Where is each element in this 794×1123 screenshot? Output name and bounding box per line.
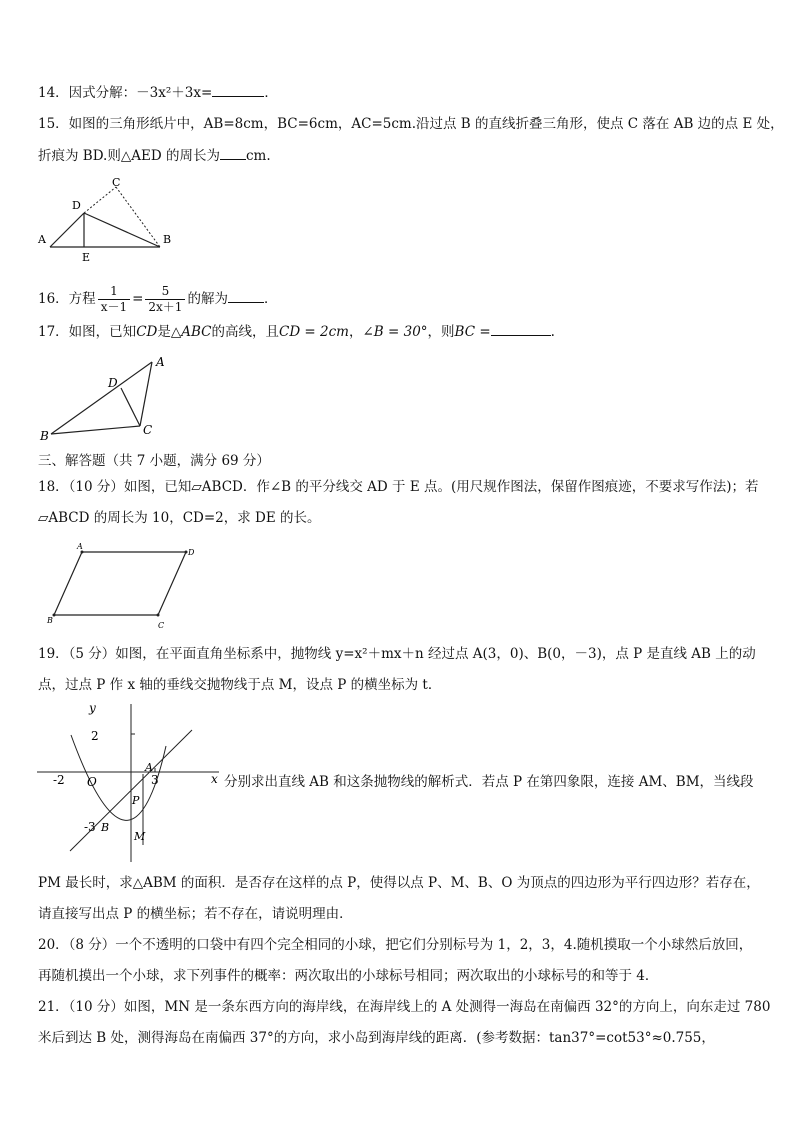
question-18-line2: ▱ABCD 的周长为 10，CD=2，求 DE 的长。 — [38, 510, 321, 526]
label-b: B — [47, 616, 53, 625]
label-origin: O — [87, 775, 97, 789]
label-point-m: M — [134, 830, 146, 843]
answer-blank — [491, 321, 551, 336]
label-x-axis: x — [211, 772, 218, 786]
label-b: B — [40, 429, 49, 443]
segment-bc — [51, 426, 140, 434]
question-19-line4: PM 最长时，求△ABM 的面积．是否存在这样的点 P，使得以点 P、M、B、O 为顶点的四边形为平行四边形？若存在， — [38, 875, 760, 891]
label-y-axis: y — [89, 701, 96, 715]
vertex-b — [53, 614, 56, 617]
fraction-right: $\frac{5}{2x+1}$ — [145, 284, 185, 315]
question-20-line2: 再随机摸出一个小球，求下列事件的概率：两次取出的小球标号相同；两次取出的小球标号的和等于 4． — [38, 968, 659, 984]
label-point-p: P — [132, 794, 140, 807]
tick-label-neg3: -3 — [84, 820, 96, 834]
label-e: E — [82, 251, 91, 264]
label-a: A — [77, 542, 83, 551]
label-a: A — [156, 355, 165, 369]
question-14: 14．因式分解：－3x²＋3x= ． — [38, 82, 278, 103]
question-19-line1: 19．（5 分）如图，在平面直角坐标系中，抛物线 y=x²＋mx＋n 经过点 A(3，0)、B(0，－3)，点 P 是直线 AB 上的动 — [38, 646, 756, 662]
segment-ba — [51, 362, 152, 434]
segment-ad — [50, 213, 84, 247]
question-20-line1: 20．（8 分）一个不透明的口袋中有四个完全相同的小球，把它们分别标号为 1，2，3，4.随机摸取一个小球然后放回， — [38, 937, 753, 953]
parallelogram-abcd — [54, 552, 186, 615]
figure-q15-triangle — [30, 175, 180, 265]
question-16: 16．方程 $\frac{1}{x-1}$ = $\frac{5}{2x+1}$ 的解为 ． — [38, 284, 278, 314]
answer-blank — [220, 145, 246, 160]
label-c: C — [158, 621, 165, 630]
figure-q17-triangle — [38, 350, 178, 445]
segment-ac — [140, 362, 152, 426]
question-19-line5: 请直接写出点 P 的横坐标；若不存在，请说明理由． — [38, 906, 353, 922]
label-d: D — [72, 199, 81, 212]
label-c: C — [143, 423, 153, 437]
vertex-c — [157, 614, 160, 617]
tick-label-neg2: -2 — [53, 773, 65, 787]
figure-q18-parallelogram — [40, 543, 210, 631]
tick-label-2: 2 — [91, 729, 99, 743]
question-21-line2: 米后到达 B 处，测得海岛在南偏西 37°的方向，求小岛到海岸线的距离．(参考数据：tan37°=cot53°≈0.755， — [38, 1030, 715, 1046]
question-21-line1: 21．（10 分）如图，MN 是一条东西方向的海岸线，在海岸线上的 A 处测得一海岛在南偏西 32°的方向上，向东走过 780 — [38, 999, 771, 1015]
segment-dc-dashed — [84, 187, 116, 213]
answer-blank — [212, 82, 264, 97]
question-18-line1: 18．（10 分）如图，已知▱ABCD．作∠B 的平分线交 AD 于 E 点。(用尺规作图法，保留作图痕迹，不要求写作法)；若 — [38, 479, 759, 495]
question-17: 17．如图，已知CD是△ABC的高线，且CD = 2cm，∠B = 30°，则BC = . — [38, 321, 555, 342]
question-19-line3: 分别求出直线 AB 和这条抛物线的解析式．若点 P 在第四象限，连接 AM、BM，当线段 — [224, 774, 754, 790]
label-d: D — [108, 376, 118, 390]
segment-cb-dashed — [116, 187, 160, 247]
segment-cd — [121, 388, 140, 426]
label-a: A — [38, 233, 46, 246]
label-b: B — [163, 233, 172, 246]
label-d: D — [188, 548, 195, 557]
label-c: C — [112, 176, 121, 189]
answer-blank — [228, 288, 264, 303]
fraction-left: $\frac{1}{x-1}$ — [98, 284, 130, 315]
question-15-line2: 折痕为 BD.则△AED 的周长为 cm. — [38, 145, 271, 166]
tick-label-3: 3 — [151, 773, 159, 787]
question-19-line2: 点，过点 P 作 x 轴的垂线交抛物线于点 M，设点 P 的横坐标为 t． — [38, 677, 442, 693]
figure-q19-graph — [35, 700, 225, 865]
label-point-a: A — [145, 761, 153, 774]
question-15-line1: 15．如图的三角形纸片中，AB=8cm，BC=6cm，AC=5cm.沿过点 B 的直线折叠三角形，使点 C 落在 AB 边的点 E 处， — [38, 116, 784, 132]
section-heading: 三、解答题（共 7 小题，满分 69 分） — [38, 453, 270, 469]
label-point-b: B — [101, 821, 110, 834]
segment-db — [84, 213, 160, 247]
